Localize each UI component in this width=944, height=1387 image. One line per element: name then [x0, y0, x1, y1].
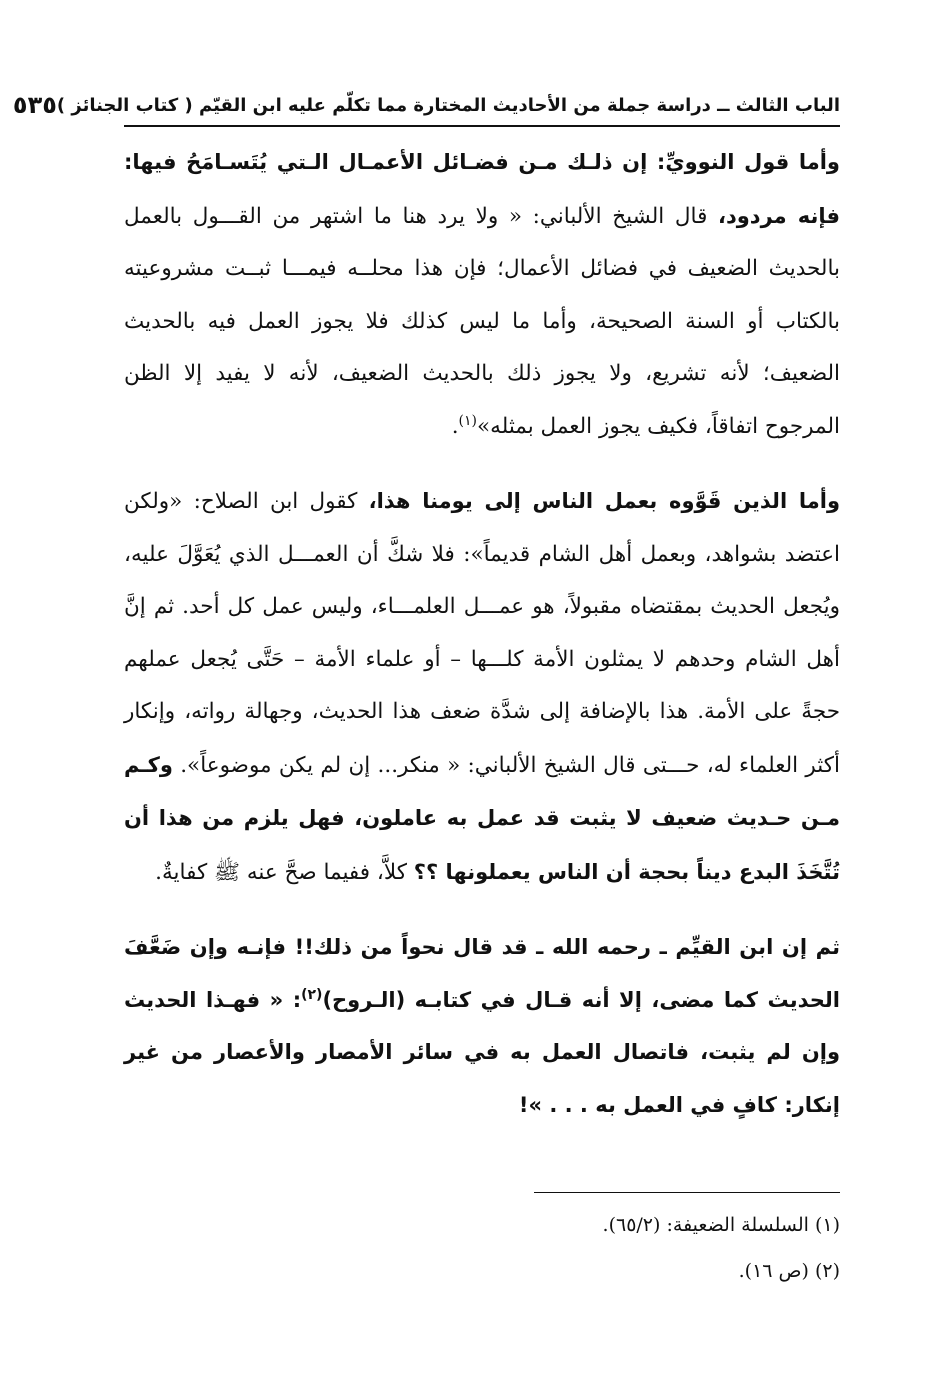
main-text — [124, 136, 840, 1131]
paragraph-text: كقول ابن الصلاح: «ولكن اعتضد بشواهد، وبعمل أهل الشام قديماً»: فلا شكَّ أن العمـــل الذي يُعَوَّلَ عليه، ويُجعل الحديث بمقتضاه مقبولاً، هو عمـــل العلمـــاء، وليس عمل كل أحد. ثم إنَّ أهل الشام وحدهم لا يمثلون الأمة كلـــها – أو علماء الأمة – حَتَّى يُجعل عملهم حجةً على الأمة. هذا بالإضافة إلى شدَّة ضعف هذا الحديث، وجهالة رواته، وإنكار أكثر العلماء له، حـــتى قال الشيخ الألباني: « منكر... إن لم يكن موضوعاً». — [124, 489, 840, 778]
paragraph-nawawi — [124, 136, 840, 453]
footnote-divider — [534, 1192, 840, 1193]
paragraph-text: ثم إن ابن القيِّم ـ رحمه الله ـ قد قال نحواً من ذلك!! فإنـه وإن ضَعَّفَ الحديث كما مضى، إلا أنه قـال في كتابـه (الـروح) — [124, 935, 840, 1012]
footnotes — [124, 1202, 840, 1294]
paragraph-emphasis: وكـم مـن حـديث ضعيف لا يثبت قد عمل به عاملون، فهل يلزم من هذا أن تُتَّخَذَ البدع ديناً بحجة أن الناس يعملونها ؟؟ — [124, 752, 840, 884]
paragraph-end: . — [451, 413, 459, 439]
paragraph-lead: وأما قول النوويِّ: إن ذلـك مـن فضـائل الأعمـال الـتي يُتَسـامَحُ فيها: فإنه مردود، — [124, 150, 840, 228]
footnote-ref-2[interactable]: (٢) — [301, 986, 323, 1003]
paragraph-ibn-salah — [124, 475, 840, 899]
paragraph-text: قال الشيخ الألباني: « ولا يرد هنا ما اشتهر من القـــول بالعمل بالحديث الضعيف في فضائل الأعمال؛ فإن هذا محلــه فيمـــا ثبــت مشروعيته بالكتاب أو السنة الصحيحة، وأما ما ليس كذلك فلا يجوز العمل فيه بالحديث الضعيف؛ لأنه تشريع، ولا يجوز ذلك بالحديث الضعيف، لأنه لا يفيد إلا الظن المرجوح اتفاقاً، فكيف يجوز العمل بمثله» — [124, 203, 840, 439]
footnote-1: (١) السلسلة الضعيفة: (٦٥/٢). — [602, 1214, 840, 1236]
header-divider — [124, 125, 840, 127]
page-number: ٥٣٥ — [12, 91, 57, 119]
running-header — [12, 88, 840, 122]
footnote-ref-1[interactable]: (١) — [458, 412, 478, 429]
paragraph-quote: : « فهـذا الحديث وإن لم يثبت، فاتصال العمل به في سائر الأمصار والأعصار من غير إنكار: كافٍ في العمل به . . . »! — [124, 987, 840, 1117]
chapter-title: الباب الثالث ــ دراسة جملة من الأحاديث المختارة مما تكلّم عليه ابن القيّم ( كتاب الجنائز ) — [56, 94, 840, 116]
paragraph-ibn-qayyim — [124, 921, 840, 1131]
footnote-2: (٢) (ص ١٦). — [738, 1260, 840, 1282]
paragraph-tail: كلاَّ، ففيما صحَّ عنه ﷺ كفايةٌ. — [155, 859, 414, 885]
paragraph-lead: وأما الذين قَوَّوه بعمل الناس إلى يومنا هذا، — [368, 489, 841, 513]
